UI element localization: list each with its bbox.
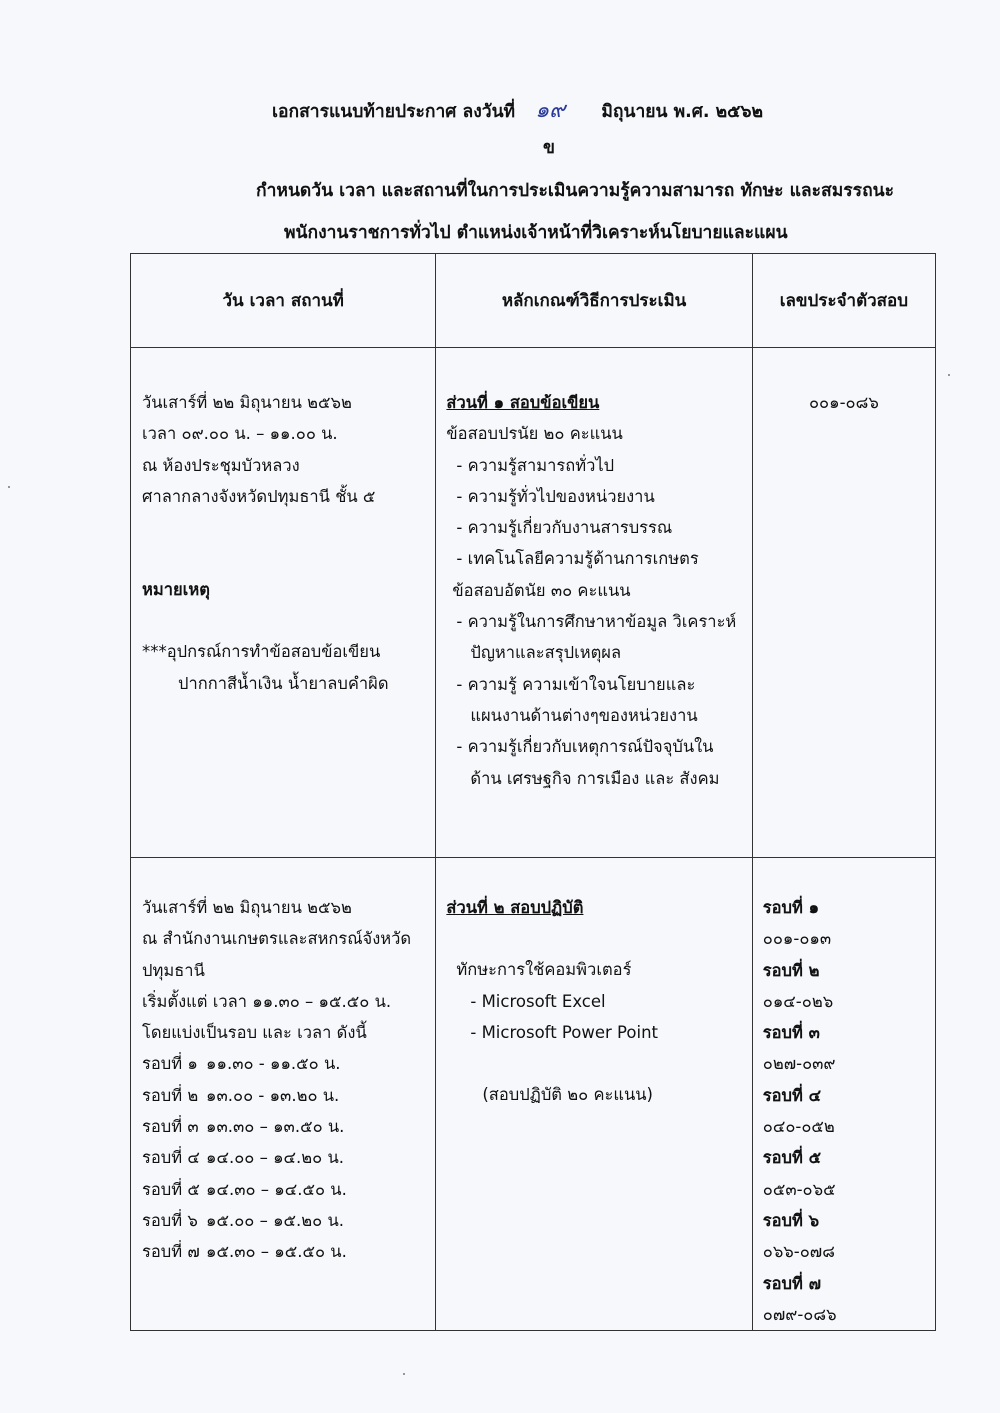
round-time-row xyxy=(142,1142,435,1173)
written-exam-id-range: ๐๐๑-๐๘๖ xyxy=(808,393,879,412)
subjective-items-list xyxy=(446,606,751,794)
round-time: ๑๔.๓๐ – ๑๔.๕๐ น. xyxy=(206,1179,347,1199)
header-criteria-method: หลักเกณฑ์วิธีการประเมิน xyxy=(436,254,752,348)
attachment-letter: ข xyxy=(543,138,555,158)
document-title-line2: พนักงานราชการทั่วไป ตำแหน่งเจ้าหน้าที่วิเคราะห์นโยบายและแผน xyxy=(284,223,788,243)
scan-speck xyxy=(948,374,950,376)
round-time-row xyxy=(142,1205,435,1236)
round-time: ๑๕.๓๐ – ๑๕.๕๐ น. xyxy=(206,1242,347,1262)
table-header-row xyxy=(131,254,936,348)
round-time-row xyxy=(142,1048,435,1079)
round-label: รอบที่ ๒ xyxy=(142,1085,199,1105)
subjective-item-continuation: ด้าน เศรษฐกิจ การเมือง และ สังคม xyxy=(470,768,720,788)
header-date-time-place: วัน เวลา สถานที่ xyxy=(131,254,436,348)
objective-list-item: - ความรู้ทั่วไปของหน่วยงาน xyxy=(456,486,655,506)
subjective-list-item: - ความรู้เกี่ยวกับเหตุการณ์ปัจจุบันใน xyxy=(456,737,714,757)
practical-score: (สอบปฏิบัติ ๒๐ คะแนน) xyxy=(482,1085,653,1105)
skill-title: ทักษะการใช้คอมพิวเตอร์ xyxy=(456,960,632,980)
round-time: ๑๔.๐๐ – ๑๔.๒๐ น. xyxy=(206,1148,345,1168)
round-label: รอบที่ ๗ xyxy=(142,1242,200,1262)
round-id-label: รอบที่ ๒ xyxy=(762,960,820,980)
subjective-item-continuation: ปัญหาและสรุปเหตุผล xyxy=(470,643,622,663)
round-id-label: รอบที่ ๖ xyxy=(762,1210,820,1230)
part2-title: ส่วนที่ ๒ สอบปฏิบัติ xyxy=(446,898,584,917)
round-time: ๑๕.๐๐ – ๑๕.๒๐ น. xyxy=(206,1210,345,1230)
round-time-row xyxy=(142,1174,435,1205)
skill-list-item: - Microsoft Power Point xyxy=(470,1022,659,1042)
table-row-practical-exam xyxy=(131,858,936,1331)
written-exam-building: ศาลากลางจังหวัดปทุมธานี ชั้น ๕ xyxy=(142,486,376,506)
round-time: ๑๓.๓๐ – ๑๓.๕๐ น. xyxy=(206,1117,345,1137)
schedule-table xyxy=(130,253,936,1331)
written-exam-date: วันเสาร์ที่ ๒๒ มิถุนายน ๒๕๖๒ xyxy=(142,393,352,412)
scan-speck xyxy=(8,486,10,488)
round-time-row xyxy=(142,1080,435,1111)
table-row-written-exam xyxy=(131,348,936,858)
round-id-range: ๐๔๐-๐๕๒ xyxy=(762,1117,835,1137)
objective-list-item: - ความรู้สามารถทั่วไป xyxy=(456,455,615,475)
round-id-range: ๐๒๗-๐๓๙ xyxy=(762,1054,836,1074)
round-id-list xyxy=(763,892,935,1330)
practical-exam-date: วันเสาร์ที่ ๒๒ มิถุนายน ๒๕๖๒ xyxy=(142,898,352,917)
round-time-row xyxy=(142,1111,435,1142)
annex-day-handwritten: ๑๙ xyxy=(535,98,566,123)
round-times-list xyxy=(142,1048,435,1267)
objective-list-item: - เทคโนโลยีความรู้ด้านการเกษตร xyxy=(456,549,699,569)
written-exam-datetime-cell xyxy=(131,348,436,858)
practical-exam-id-cell xyxy=(752,858,935,1331)
round-id-range: ๐๕๓-๐๖๕ xyxy=(762,1179,836,1199)
round-id-range: ๐๗๙-๐๘๖ xyxy=(762,1304,837,1324)
skill-list-item: - Microsoft Excel xyxy=(470,991,606,1011)
round-id-range: ๐๖๖-๐๗๘ xyxy=(762,1242,835,1262)
practical-exam-criteria-cell xyxy=(436,858,752,1331)
round-id-range: ๐๐๑-๐๑๓ xyxy=(762,929,832,949)
round-id-label: รอบที่ ๕ xyxy=(762,1148,822,1168)
subjective-title: ข้อสอบอัตนัย ๓๐ คะแนน xyxy=(452,580,631,600)
practical-exam-start: เริ่มตั้งแต่ เวลา ๑๑.๓๐ – ๑๕.๕๐ น. xyxy=(142,991,392,1011)
document-title-line1: กำหนดวัน เวลา และสถานที่ในการประเมินความรู้ความสามารถ ทักษะ และสมรรถนะ xyxy=(256,181,895,201)
subjective-list-item: - ความรู้ในการศึกษาหาข้อมูล วิเคราะห์ xyxy=(456,612,737,632)
part1-title: ส่วนที่ ๑ สอบข้อเขียน xyxy=(446,393,600,412)
remark-line-2: ปากกาสีน้ำเงิน น้ำยาลบคำผิด xyxy=(178,673,389,693)
annex-reference-line xyxy=(272,92,763,127)
round-time-row xyxy=(142,1236,435,1267)
round-label: รอบที่ ๓ xyxy=(142,1117,199,1137)
round-id-label: รอบที่ ๑ xyxy=(762,898,820,917)
round-id-label: รอบที่ ๗ xyxy=(762,1273,822,1293)
practical-exam-datetime-cell xyxy=(131,858,436,1331)
objective-list-item: - ความรู้เกี่ยวกับงานสารบรรณ xyxy=(456,518,673,538)
written-exam-id-cell xyxy=(752,348,935,858)
practical-exam-split: โดยแบ่งเป็นรอบ และ เวลา ดังนี้ xyxy=(142,1023,367,1043)
annex-month-year: มิถุนายน พ.ศ. ๒๕๖๒ xyxy=(601,102,764,122)
header-exam-id: เลขประจำตัวสอบ xyxy=(752,254,935,348)
remark-line-1: ***อุปกรณ์การทำข้อสอบข้อเขียน xyxy=(142,642,381,662)
written-exam-room: ณ ห้องประชุมบัวหลวง xyxy=(142,455,300,475)
round-label: รอบที่ ๔ xyxy=(142,1148,200,1168)
round-time: ๑๓.๐๐ - ๑๓.๒๐ น. xyxy=(206,1085,340,1105)
objective-items-list xyxy=(446,450,751,575)
annex-prefix: เอกสารแนบท้ายประกาศ ลงวันที่ xyxy=(272,102,516,122)
round-id-range: ๐๑๔-๐๒๖ xyxy=(762,991,834,1011)
round-time: ๑๑.๓๐ - ๑๑.๕๐ น. xyxy=(206,1054,341,1074)
skill-items-list xyxy=(446,986,751,1049)
round-label: รอบที่ ๖ xyxy=(142,1210,198,1230)
round-label: รอบที่ ๕ xyxy=(142,1179,200,1199)
subjective-item-continuation: แผนงานด้านต่างๆของหน่วยงาน xyxy=(470,705,698,725)
practical-exam-place-line1: ณ สำนักงานเกษตรและสหกรณ์จังหวัด xyxy=(142,929,412,949)
subjective-list-item: - ความรู้ ความเข้าใจนโยบายและ xyxy=(456,674,696,694)
written-exam-criteria-cell xyxy=(436,348,752,858)
scan-speck xyxy=(403,1373,405,1375)
written-exam-time: เวลา ๐๙.๐๐ น. – ๑๑.๐๐ น. xyxy=(142,424,338,444)
round-id-label: รอบที่ ๔ xyxy=(762,1085,822,1105)
round-label: รอบที่ ๑ xyxy=(142,1054,198,1074)
round-id-label: รอบที่ ๓ xyxy=(762,1023,820,1043)
practical-exam-place-line2: ปทุมธานี xyxy=(142,960,205,980)
remark-title: หมายเหตุ xyxy=(142,580,210,600)
objective-title: ข้อสอบปรนัย ๒๐ คะแนน xyxy=(446,424,623,444)
